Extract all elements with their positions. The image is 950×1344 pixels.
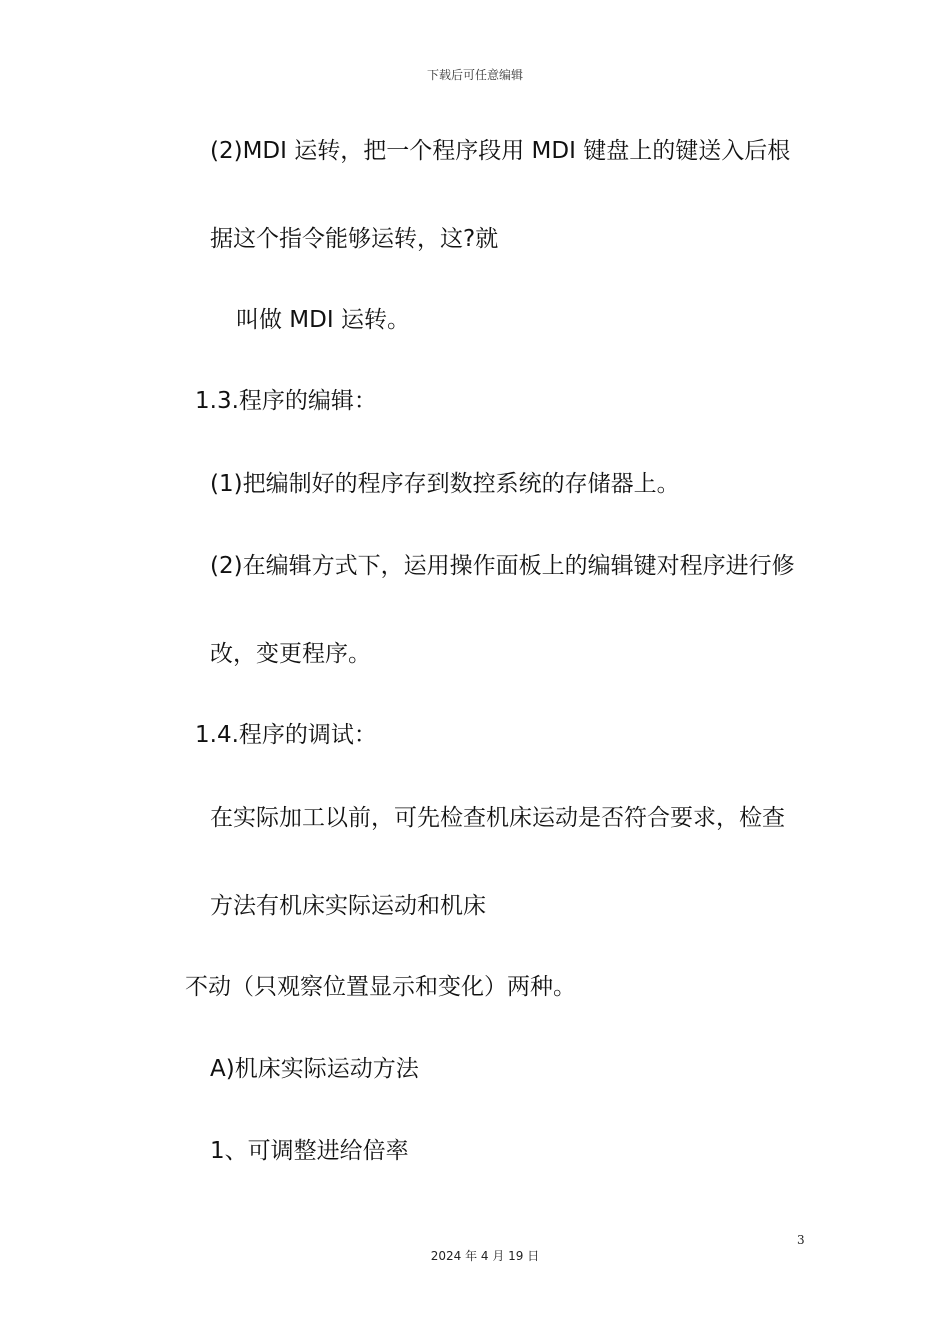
footer-date: 2024 年 4 月 19 日: [430, 1249, 540, 1263]
page-number: 3: [797, 1233, 805, 1247]
section-heading-program-debugging: 1.4.程序的调试：: [195, 722, 377, 748]
text-line-mdi-operation-end: 叫做 MDI 运转。: [236, 307, 410, 333]
list-item-feed-rate: 1、可调整进给倍率: [210, 1138, 409, 1164]
text-line-store-program: (1)把编制好的程序存到数控系统的存储器上。: [210, 471, 680, 497]
text-line-check-methods-end: 不动（只观察位置显示和变化）两种。: [185, 974, 576, 1000]
text-line-check-methods: 方法有机床实际运动和机床: [210, 893, 486, 919]
text-line-mdi-operation: (2)MDI 运转，把一个程序段用 MDI 键盘上的键送入后根: [210, 138, 791, 164]
subheading-actual-motion: A)机床实际运动方法: [210, 1056, 419, 1082]
text-line-mdi-operation-cont: 据这个指令能够运转，这?就: [210, 226, 499, 252]
section-heading-program-editing: 1.3.程序的编辑：: [195, 388, 377, 414]
text-line-check-motion: 在实际加工以前，可先检查机床运动是否符合要求，检查: [210, 805, 785, 831]
text-line-edit-mode-cont: 改，变更程序。: [210, 641, 371, 667]
page-header: 下载后可任意编辑: [426, 68, 523, 82]
text-line-edit-mode: (2)在编辑方式下，运用操作面板上的编辑键对程序进行修: [210, 553, 795, 579]
